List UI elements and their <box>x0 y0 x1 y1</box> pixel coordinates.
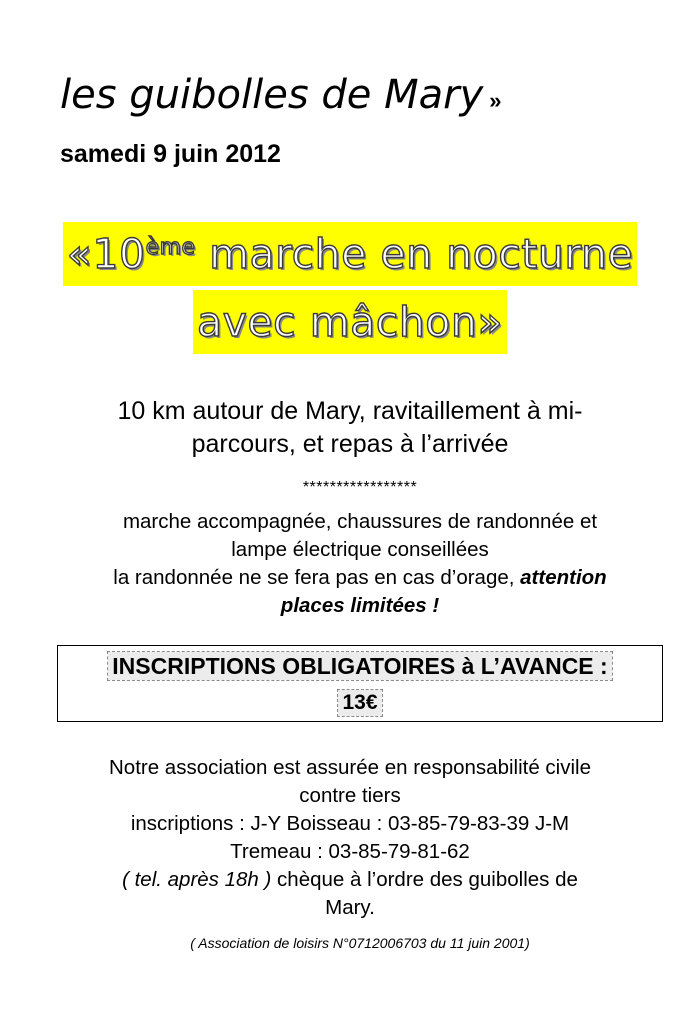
event-date: samedi 9 juin 2012 <box>60 140 281 168</box>
insurance-line-1: Notre association est assurée en responsabilité civile <box>108 756 591 779</box>
registration-label: INSCRIPTIONS OBLIGATOIRES à L’AVANCE : <box>108 652 611 680</box>
insurance-line-2: contre tiers <box>299 784 401 807</box>
headline-prefix: «10 <box>66 230 146 278</box>
route-line-2: parcours, et repas à l’arrivée <box>191 430 509 458</box>
price-tag: 13€ <box>338 690 381 716</box>
separator-stars: ***************** <box>302 479 418 496</box>
limited-places-text: places limitées ! <box>280 594 440 617</box>
advice-line-1: marche accompagnée, chaussures de randonnée et <box>122 510 598 533</box>
advice-line-2: lampe électrique conseillées <box>231 538 489 561</box>
route-line-1: 10 km autour de Mary, ravitaillement à mi- <box>117 397 583 425</box>
headline-line-2 <box>0 290 700 354</box>
contact-line-3 <box>40 866 660 894</box>
headline-suffix: marche en nocturne <box>195 230 634 278</box>
club-title <box>60 70 502 126</box>
headline-superscript: ème <box>145 235 196 260</box>
registration-box <box>57 645 663 722</box>
headline-highlight-1 <box>63 222 637 286</box>
contact-line-1: inscriptions : J-Y Boisseau : 03-85-79-83-39 J-M <box>130 812 570 835</box>
association-note: ( Association de loisirs N°0712006703 du 11 juin 2001) <box>190 935 530 951</box>
cheque-note: chèque à l’ordre des guibolles de <box>271 868 578 891</box>
contact-line-2: Tremeau : 03-85-79-81-62 <box>230 840 470 863</box>
advice-line-3 <box>40 564 680 592</box>
route-description <box>40 395 660 461</box>
attention-text: attention <box>520 566 607 589</box>
footer-info <box>40 754 660 922</box>
headline-highlight-2: avec mâchon» <box>193 290 507 354</box>
advice-block <box>40 508 680 620</box>
closing-quote: » <box>489 88 502 113</box>
headline-line-1 <box>0 222 700 286</box>
club-name: les guibolles de Mary <box>60 72 484 118</box>
call-hours: ( tel. après 18h ) <box>122 868 272 891</box>
contact-line-4: Mary. <box>325 896 375 919</box>
advice-line-4 <box>40 592 680 620</box>
storm-notice: la randonnée ne se fera pas en cas d’orage, <box>113 566 521 589</box>
